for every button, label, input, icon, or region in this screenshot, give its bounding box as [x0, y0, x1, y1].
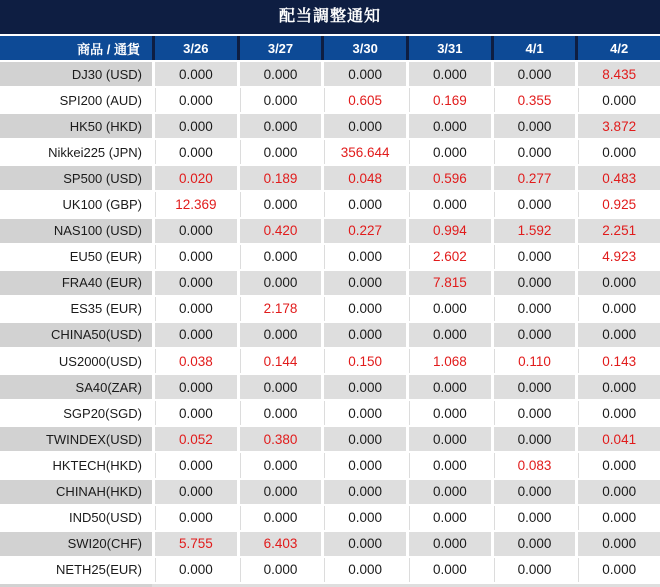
cell-value: 0.000: [321, 558, 406, 582]
cell-value: 0.000: [491, 140, 576, 164]
cell-value: 0.000: [491, 480, 576, 504]
cell-value: 0.000: [152, 245, 237, 269]
cell-value: 0.083: [491, 453, 576, 477]
cell-value: 0.000: [237, 558, 322, 582]
row-label: CHINA50(USD): [0, 323, 152, 347]
cell-value: 0.000: [152, 140, 237, 164]
cell-value: 0.000: [491, 114, 576, 138]
cell-value: 0.169: [406, 88, 491, 112]
cell-value: 0.000: [152, 401, 237, 425]
cell-value: 0.000: [406, 62, 491, 86]
row-label: TWINDEX(USD): [0, 427, 152, 451]
cell-value: 0.000: [575, 532, 660, 556]
cell-value: 0.000: [321, 427, 406, 451]
cell-value: 0.000: [321, 480, 406, 504]
cell-value: 0.000: [406, 480, 491, 504]
cell-value: 0.000: [406, 323, 491, 347]
cell-value: 0.000: [237, 140, 322, 164]
cell-value: 0.000: [406, 297, 491, 321]
cell-value: 0.000: [406, 375, 491, 399]
cell-value: 0.000: [152, 453, 237, 477]
cell-value: 0.000: [575, 375, 660, 399]
page-title: 配当調整通知: [0, 0, 660, 36]
cell-value: 0.000: [406, 401, 491, 425]
row-label: NAS100 (USD): [0, 219, 152, 243]
cell-value: 0.000: [321, 114, 406, 138]
row-label: US2000(USD): [0, 349, 152, 373]
cell-value: 0.994: [406, 219, 491, 243]
cell-value: 0.000: [491, 62, 576, 86]
cell-value: 0.000: [406, 558, 491, 582]
cell-value: 0.000: [321, 323, 406, 347]
next-row-partial-label-cell: [0, 584, 152, 587]
cell-value: 0.000: [152, 506, 237, 530]
cell-value: 0.143: [575, 349, 660, 373]
cell-value: 0.000: [152, 297, 237, 321]
cell-value: 0.000: [491, 375, 576, 399]
cell-value: 0.000: [321, 375, 406, 399]
cell-value: 0.000: [321, 271, 406, 295]
row-label: NETH25(EUR): [0, 558, 152, 582]
table-header-row: [0, 36, 660, 62]
cell-value: 2.251: [575, 219, 660, 243]
cell-value: 2.178: [237, 297, 322, 321]
table-row: [0, 271, 660, 297]
row-label: SPI200 (AUD): [0, 88, 152, 112]
cell-value: 0.000: [575, 558, 660, 582]
row-label: ES35 (EUR): [0, 297, 152, 321]
table-row: [0, 297, 660, 323]
cell-value: 6.403: [237, 532, 322, 556]
cell-value: 0.000: [237, 271, 322, 295]
cell-value: 0.000: [152, 62, 237, 86]
cell-value: 0.000: [575, 453, 660, 477]
cell-value: 0.000: [491, 427, 576, 451]
cell-value: 0.000: [491, 532, 576, 556]
cell-value: 0.000: [491, 192, 576, 216]
cell-value: 0.925: [575, 192, 660, 216]
table-row: [0, 114, 660, 140]
cell-value: 0.000: [575, 401, 660, 425]
cell-value: 0.000: [321, 245, 406, 269]
row-label: SWI20(CHF): [0, 532, 152, 556]
cell-value: 7.815: [406, 271, 491, 295]
cell-value: 0.000: [491, 271, 576, 295]
row-label: CHINAH(HKD): [0, 480, 152, 504]
row-label: HK50 (HKD): [0, 114, 152, 138]
table-row: [0, 219, 660, 245]
row-label: UK100 (GBP): [0, 192, 152, 216]
cell-value: 0.041: [575, 427, 660, 451]
cell-value: 0.000: [575, 297, 660, 321]
table-row: [0, 427, 660, 453]
cell-value: 0.000: [491, 558, 576, 582]
cell-value: 0.483: [575, 166, 660, 190]
cell-value: 0.000: [321, 453, 406, 477]
cell-value: 0.000: [575, 480, 660, 504]
cell-value: 0.000: [237, 245, 322, 269]
table-row: [0, 453, 660, 479]
table-row: [0, 558, 660, 584]
cell-value: 0.000: [321, 62, 406, 86]
header-date-3: 3/30: [321, 36, 406, 60]
cell-value: 0.000: [237, 375, 322, 399]
header-product-currency: 商品 / 通貨: [0, 36, 152, 60]
cell-value: 0.000: [237, 480, 322, 504]
cell-value: 3.872: [575, 114, 660, 138]
cell-value: 4.923: [575, 245, 660, 269]
cell-value: 0.048: [321, 166, 406, 190]
cell-value: 0.000: [237, 114, 322, 138]
cell-value: 0.000: [152, 375, 237, 399]
next-row-partial-value-cells: [152, 584, 660, 587]
cell-value: 0.110: [491, 349, 576, 373]
header-date-6: 4/2: [575, 36, 660, 60]
cell-value: 2.602: [406, 245, 491, 269]
cell-value: 0.000: [237, 453, 322, 477]
header-date-5: 4/1: [491, 36, 576, 60]
cell-value: 0.000: [237, 88, 322, 112]
cell-value: 0.000: [575, 506, 660, 530]
cell-value: 0.000: [406, 453, 491, 477]
cell-value: 0.000: [321, 532, 406, 556]
cell-value: 0.000: [152, 219, 237, 243]
cell-value: 0.000: [491, 245, 576, 269]
row-label: HKTECH(HKD): [0, 453, 152, 477]
cell-value: 0.227: [321, 219, 406, 243]
cell-value: 0.596: [406, 166, 491, 190]
row-label: FRA40 (EUR): [0, 271, 152, 295]
cell-value: 0.277: [491, 166, 576, 190]
cell-value: 1.592: [491, 219, 576, 243]
table-row: [0, 506, 660, 532]
cell-value: 0.000: [406, 140, 491, 164]
cell-value: 0.000: [321, 297, 406, 321]
cell-value: 0.000: [237, 401, 322, 425]
cell-value: 0.020: [152, 166, 237, 190]
cell-value: 0.000: [321, 506, 406, 530]
cell-value: 0.000: [321, 401, 406, 425]
table-row: [0, 245, 660, 271]
cell-value: 356.644: [321, 140, 406, 164]
next-row-partial: [0, 584, 660, 587]
table-row: [0, 88, 660, 114]
cell-value: 0.380: [237, 427, 322, 451]
cell-value: 0.000: [237, 62, 322, 86]
header-date-4: 3/31: [406, 36, 491, 60]
cell-value: 0.000: [152, 480, 237, 504]
cell-value: 0.000: [152, 323, 237, 347]
cell-value: 0.000: [406, 506, 491, 530]
cell-value: 0.000: [406, 427, 491, 451]
cell-value: 0.000: [237, 323, 322, 347]
cell-value: 0.355: [491, 88, 576, 112]
cell-value: 0.000: [321, 192, 406, 216]
cell-value: 0.000: [152, 114, 237, 138]
cell-value: 0.605: [321, 88, 406, 112]
header-date-1: 3/26: [152, 36, 237, 60]
cell-value: 0.000: [491, 323, 576, 347]
cell-value: 8.435: [575, 62, 660, 86]
cell-value: 0.000: [575, 271, 660, 295]
table-row: [0, 401, 660, 427]
cell-value: 1.068: [406, 349, 491, 373]
cell-value: 0.000: [152, 88, 237, 112]
cell-value: 0.420: [237, 219, 322, 243]
header-date-2: 3/27: [237, 36, 322, 60]
table-body: [0, 62, 660, 584]
table-row: [0, 140, 660, 166]
table-row: [0, 323, 660, 349]
cell-value: 0.000: [406, 532, 491, 556]
row-label: DJ30 (USD): [0, 62, 152, 86]
cell-value: 0.000: [237, 506, 322, 530]
table-row: [0, 532, 660, 558]
cell-value: 0.144: [237, 349, 322, 373]
table-row: [0, 62, 660, 88]
table-row: [0, 480, 660, 506]
cell-value: 0.000: [491, 297, 576, 321]
table-row: [0, 375, 660, 401]
row-label: IND50(USD): [0, 506, 152, 530]
cell-value: 0.000: [152, 558, 237, 582]
cell-value: 0.052: [152, 427, 237, 451]
table-row: [0, 192, 660, 218]
cell-value: 0.000: [406, 114, 491, 138]
cell-value: 0.150: [321, 349, 406, 373]
row-label: Nikkei225 (JPN): [0, 140, 152, 164]
cell-value: 0.000: [575, 140, 660, 164]
cell-value: 0.189: [237, 166, 322, 190]
row-label: SGP20(SGD): [0, 401, 152, 425]
cell-value: 0.000: [152, 271, 237, 295]
cell-value: 0.000: [491, 401, 576, 425]
table-row: [0, 349, 660, 375]
cell-value: 0.038: [152, 349, 237, 373]
cell-value: 0.000: [575, 323, 660, 347]
cell-value: 0.000: [237, 192, 322, 216]
cell-value: 0.000: [575, 88, 660, 112]
row-label: EU50 (EUR): [0, 245, 152, 269]
cell-value: 12.369: [152, 192, 237, 216]
table-row: [0, 166, 660, 192]
row-label: SP500 (USD): [0, 166, 152, 190]
cell-value: 0.000: [491, 506, 576, 530]
cell-value: 5.755: [152, 532, 237, 556]
cell-value: 0.000: [406, 192, 491, 216]
row-label: SA40(ZAR): [0, 375, 152, 399]
